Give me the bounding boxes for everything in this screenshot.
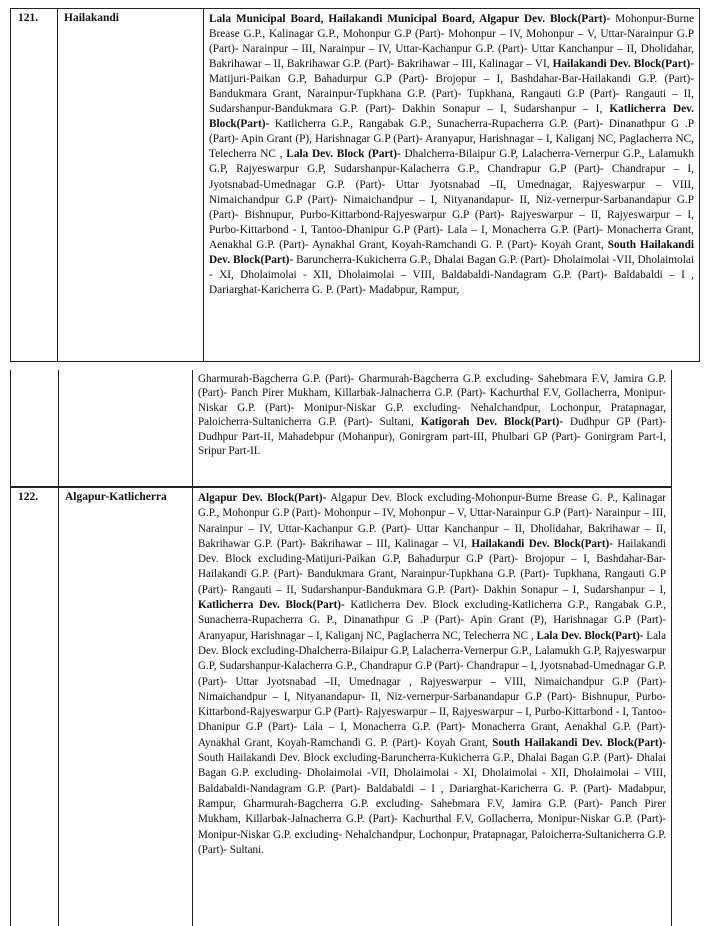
constituency-row-121-continued [10,370,672,487]
constituency-extent-text [192,370,671,486]
block-heading: Katlicherra Dev. Block(Part)- [198,599,345,612]
constituency-name-cell [58,488,193,926]
serial-number [11,370,58,373]
extent-segment: Algapur Dev. Block excluding-Mohonpur-Burne Brease G. P., Kalinagar G.P., Mohonpur G.P (Part)- Mohonpur – IV, Mohonpur – V, Uttar-Narainpur G.P (Part)- Narainpur – III, Narainpur – IV, Uttar-Kachanpur G.P. (Part)- Uttar Kanchanpur – II, Dholidahar, Bakrihawar – II, Bakrihawar G.P. (Part)- Bakrihawar – III, Kalinagar – VI, [198,492,666,550]
block-heading: South Hailakandi Dev. Block(Part)- [492,736,666,749]
extent-segment: Hailakandi Dev. Block excluding-Matijuri-Paikan G.P, Bahadurpur G.P (Part)- Brojopur – I, Bashdahar-Bar-Hailakandi G.P. (Part)- Bandukmara Grant, Narainpur-Tupkhana G.P. (Part)- Tupkhana, Rangauti G.P (Part)- Rangauti – II, Sudarshanpur-Bandukmara G.P. (Part)- Dakhin Sonapur – I, Sudarshanpur – I, [198,537,667,596]
serial-number: 122. [18,491,39,503]
extent-segment: Dudhpur GP (Part)- Dudhpur Part-II, Mahadebpur (Mohanpur), Gonirgram part-III, Phulbari GP (Part)- Gonirgram Part-I, Sripur Part-II. [198,416,667,458]
block-heading: Hailakandi Dev. Block(Part)- [471,537,613,550]
constituency-name [58,370,192,373]
extent-segment: Katlicherra Dev. Block excluding-Katlicherra G.P., Rangabak G.P., Sunacherra-Rupacherra G. P., Dinanathpur G .P (Part)- Apin Grant (P), Harishnagar G.P (Part)- Aranyapur, Harishnagar – I, Kaliganj NC, Paglacherra NC, Telecherra NC , [198,599,666,642]
block-heading: Lala Municipal Board, Hailakandi Municipal Board, Algapur Dev. Block(Part)- [209,13,611,25]
top-rule [0,0,708,3]
constituency-name: Hailakandi [64,12,119,24]
constituency-extent-text [192,488,671,926]
block-heading: Algapur Dev. Block(Part)- [198,492,327,504]
serial-number-cell [11,9,58,361]
extent-segment: Dhalcherra-Bilaipur G.P, Lalacherra-Vernerpur G.P., Lalamukh G.P, Rajyeswarpur G.P, Sudarshanpur-Kalacherra G.P., Chandrapur G.P (Part)- Chandrapur – I, Jyotsnabad-Umednagar G.P. (Part)- Uttar Jyotsnabad –II, Umednagar, Rajyeswarpur – VIII, Nimaichandpur G.P (Part)- Nimaichandpur – I, Nityanandapur- II, Niz-vernerpur-Sarbanandapur G.P (Part)- Bishnupur, Purbo-Kittarbond-Rajyeswarpur G.P (Part)- Rajyeswarpur – II, Rajyeswarpur – I, Purbo-Kittarbond - I, Tantoo-Dhanipur G.P (Part)- Lala – I, Monacherra G.P. (Part)- Monacherra Grant, Aenakhal G.P. (Part)- Aynakhal Grant, Koyah-Ramchandi G. P. (Part)- Koyah Grant, [209,148,694,251]
block-heading: Lala Dev. Block (Part)- [286,148,401,161]
constituency-extent-text [203,9,699,361]
extent-segment: Mohonpur-Burne Brease G.P., Kalinagar G.P., Mohonpur G.P (Part)- Mohonpur – IV, Mohonpur – V, Uttar-Narainpur G.P (Part)- Narainpur – III, Narainpur – IV, Uttar-Kachanpur G.P. (Part)- Uttar Kanchanpur – II, Dholidahar, Bakrihawar – II, Bakrihawar G.P. (Part)- Bakrihawar – III, Kalinagar – VI, [209,13,694,71]
block-heading: South Hailakandi Dev. Block(Part)- [209,238,694,266]
block-heading: Lala Dev. Block(Part)- [536,629,644,642]
block-heading: Hailakandi Dev. Block(Part)- [552,58,694,71]
serial-number-cell [11,488,59,926]
constituency-row-121 [10,8,700,362]
constituency-name-cell [57,9,204,361]
constituency-name: Algapur-Katlicherra [65,491,167,503]
serial-number: 121. [18,12,39,24]
serial-number-cell [11,370,59,486]
block-heading: Katigorah Dev. Block(Part)- [420,416,564,429]
constituency-name-cell [58,370,193,486]
constituency-row-122 [10,487,672,926]
extent-segment: Gharmurah-Bagcherra G.P. (Part)- Gharmurah-Bagcherra G.P. excluding- Sahebmara F.V, Jamira G.P. (Part)- Panch Pirer Mukham, Killarbak-Jalnacherra G.P. (Part)- Kachurthal F.V, Gollacherra, Monipur-Niskar G.P. (Part)- Monipur-Niskar G.P. excluding- Nehalchandpur, Lochonpur, Pratapnagar, Paloicherra-Sultanicherra G.P. (Part)- Sultani, [198,373,666,429]
extent-segment: Baruncherra-Kukicherra G.P., Dhalai Bagan G.P. (Part)- Dholaimolai -VII, Dholaimolai - XI, Dholaimolai - XII, Dholaimolai – VIII, Baldabaldi-Nandagram G.P. (Part)- Baldabaldi – I , Dariarghat-Karicherra G. P. (Part)- Madabpur, Rampur, [209,253,694,296]
extent-segment: South Hailakandi Dev. Block excluding-Baruncherra-Kukicherra G.P., Dhalai Bagan G.P. (Part)- Dhalai Bagan G.P. excluding- Dholaimolai -VII, Dholaimolai - XI, Dholaimolai - XII, Dholaimolai – VIII, Baldabaldi-Nandagram G.P. (Part)- Baldabaldi – I , Dariarghat-Karicherra G. P. (Part)- Madabpur, Rampur, Gharmurah-Bagcherra G.P. excluding- Sahebmara F.V, Jamira G.P. (Part)- Panch Pirer Mukham, Killarbak-Jalnacherra G.P. (Part)- Kachurthal F.V, Gollacherra, Monipur-Niskar G.P. (Part)- Monipur-Niskar G.P. excluding- Nehalchandpur, Lochonpur, Pratapnagar, Paloicherra-Sultanicherra G.P. (Part)- Sultani. [198,752,666,856]
extent-segment: Matijuri-Paikan G.P, Bahadurpur G.P (Part)- Brojopur – I, Bashdahar-Bar-Hailakandi G.P. (Part)- Bandukmara Grant, Narainpur-Tupkhana G.P. (Part)- Tupkhana, Rangauti G.P (Part)- Rangauti – II, Sudarshanpur-Bandukmara G.P. (Part)- Dakhin Sonapur – I, Sudarshanpur – I, [209,73,694,116]
block-heading: Katlicherra Dev. Block(Part)- [209,103,694,131]
extent-segment: Katlicherra G.P., Rangabak G.P., Sunacherra-Rupacherra G.P. (Part)- Dinanathpur G .P (Part)- Apin Grant (P), Harishnagar G.P (Part)- Aranyapur, Harishnagar – I, Kaliganj NC, Paglacherra NC, Telecherra NC , [209,118,694,161]
extent-segment: Lala Dev. Block excluding-Dhalcherra-Bilaipur G.P, Lalacherra-Vernerpur G.P., Lalamukh G.P, Rajyeswarpur G.P, Sudarshanpur-Kalacherra G.P., Chandrapur G.P (Part)- Chandrapur – I, Jyotsnabad-Umednagar G.P. (Part)- Uttar Jyotsnabad –II, Umednagar , Rajyeswarpur – VIII, Nimaichandpur G.P (Part)- Nimaichandpur – I, Nityanandapur- II, Niz-vernerpur-Sarbanandapur G.P (Part)- Bishnupur, Purbo-Kittarbond-Rajyeswarpur G.P (Part)- Rajyeswarpur – II, Rajyeswarpur – I, Purbo-Kittarbond - I, Tantoo-Dhanipur G.P (Part)- Lala – I, Monacherra G.P. (Part)- Monacherra Grant, Aenakhal G.P. (Part)- Aynakhal Grant, Koyah-Ramchandi G. P. (Part)- Koyah Grant, [198,629,667,749]
